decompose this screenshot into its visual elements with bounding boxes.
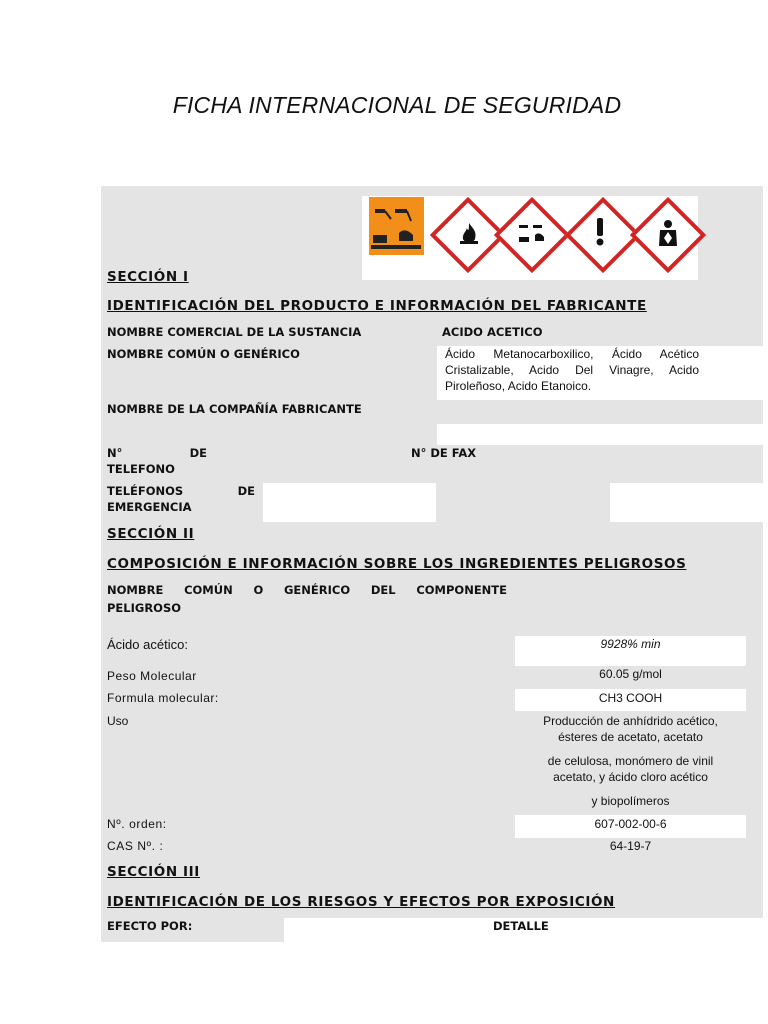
emergency-phone-field-2 xyxy=(610,483,763,522)
section-1-heading: SECCIÓN I xyxy=(107,269,189,285)
section-3-heading: SECCIÓN III xyxy=(107,864,200,880)
generic-name-line-2: Cristalizable, Acido Del Vinagre, Acido xyxy=(445,363,699,377)
section-3-subheading: IDENTIFICACIÓN DE LOS RIESGOS Y EFECTOS POR EXPOSICIÓN xyxy=(107,894,615,910)
detail-label: DETALLE xyxy=(493,919,549,933)
use-line-5: y biopolímeros xyxy=(591,794,670,808)
company-label: NOMBRE DE LA COMPAÑÍA FABRICANTE xyxy=(107,402,362,416)
acid-value: 9928% min xyxy=(600,637,661,651)
use-line-1: Producción de anhídrido acético, xyxy=(543,714,718,728)
generic-name-line-1: Ácido Metanocarboxilico, Ácido Acético xyxy=(445,347,699,361)
formula-value: CH3 COOH xyxy=(598,691,663,705)
health-hazard-symbol-icon xyxy=(653,218,683,248)
component-label-line-1: NOMBRE COMÚN O GENÉRICO DEL COMPONENTE xyxy=(107,583,507,597)
effect-label: EFECTO POR: xyxy=(107,919,193,933)
acid-label: Ácido acético: xyxy=(107,637,188,652)
cas-value: 64-19-7 xyxy=(609,839,652,853)
formula-label: Formula molecular: xyxy=(107,691,219,705)
phone-label-line-1: N° DE xyxy=(107,446,207,460)
molecular-weight-value: 60.05 g/mol xyxy=(599,667,662,681)
generic-name-label: NOMBRE COMÚN O GENÉRICO xyxy=(107,347,300,361)
document-title: FICHA INTERNACIONAL DE SEGURIDAD xyxy=(172,92,622,118)
phone-label-line-2: TELEFONO xyxy=(107,462,175,476)
fax-label: N° DE FAX xyxy=(411,446,477,460)
emergency-label-line-1: TELÉFONOS DE xyxy=(107,484,255,498)
order-label: Nº. orden: xyxy=(107,817,167,831)
cas-label: CAS Nº. : xyxy=(107,839,164,853)
order-value: 607-002-00-6 xyxy=(594,817,667,831)
corrosive-icon xyxy=(369,197,424,255)
generic-name-line-3: Piroleñoso, Acido Etanoico. xyxy=(445,379,592,393)
emergency-phone-field-1 xyxy=(263,483,436,522)
component-label-line-2: PELIGROSO xyxy=(107,601,182,615)
exclamation-mark-icon xyxy=(593,216,607,248)
use-line-4: acetato, y ácido cloro acético xyxy=(553,770,708,784)
use-label: Uso xyxy=(107,714,129,728)
section-2-subheading: COMPOSICIÓN E INFORMACIÓN SOBRE LOS INGREDIENTES PELIGROSOS xyxy=(107,556,687,572)
trade-name-label: NOMBRE COMERCIAL DE LA SUSTANCIA xyxy=(107,325,362,339)
use-line-2: ésteres de acetato, acetato xyxy=(558,730,703,744)
use-line-3: de celulosa, monómero de vinil xyxy=(547,754,714,768)
company-field xyxy=(437,424,763,445)
molecular-weight-label: Peso Molecular xyxy=(107,669,197,683)
corrosion-symbol-icon xyxy=(517,221,547,245)
section-1-subheading: IDENTIFICACIÓN DEL PRODUCTO E INFORMACIÓN DEL FABRICANTE xyxy=(107,298,647,314)
flame-icon xyxy=(455,219,483,247)
emergency-label-line-2: EMERGENCIA xyxy=(107,500,192,514)
trade-name-value: ACIDO ACETICO xyxy=(442,325,543,339)
section-2-heading: SECCIÓN II xyxy=(107,526,195,542)
